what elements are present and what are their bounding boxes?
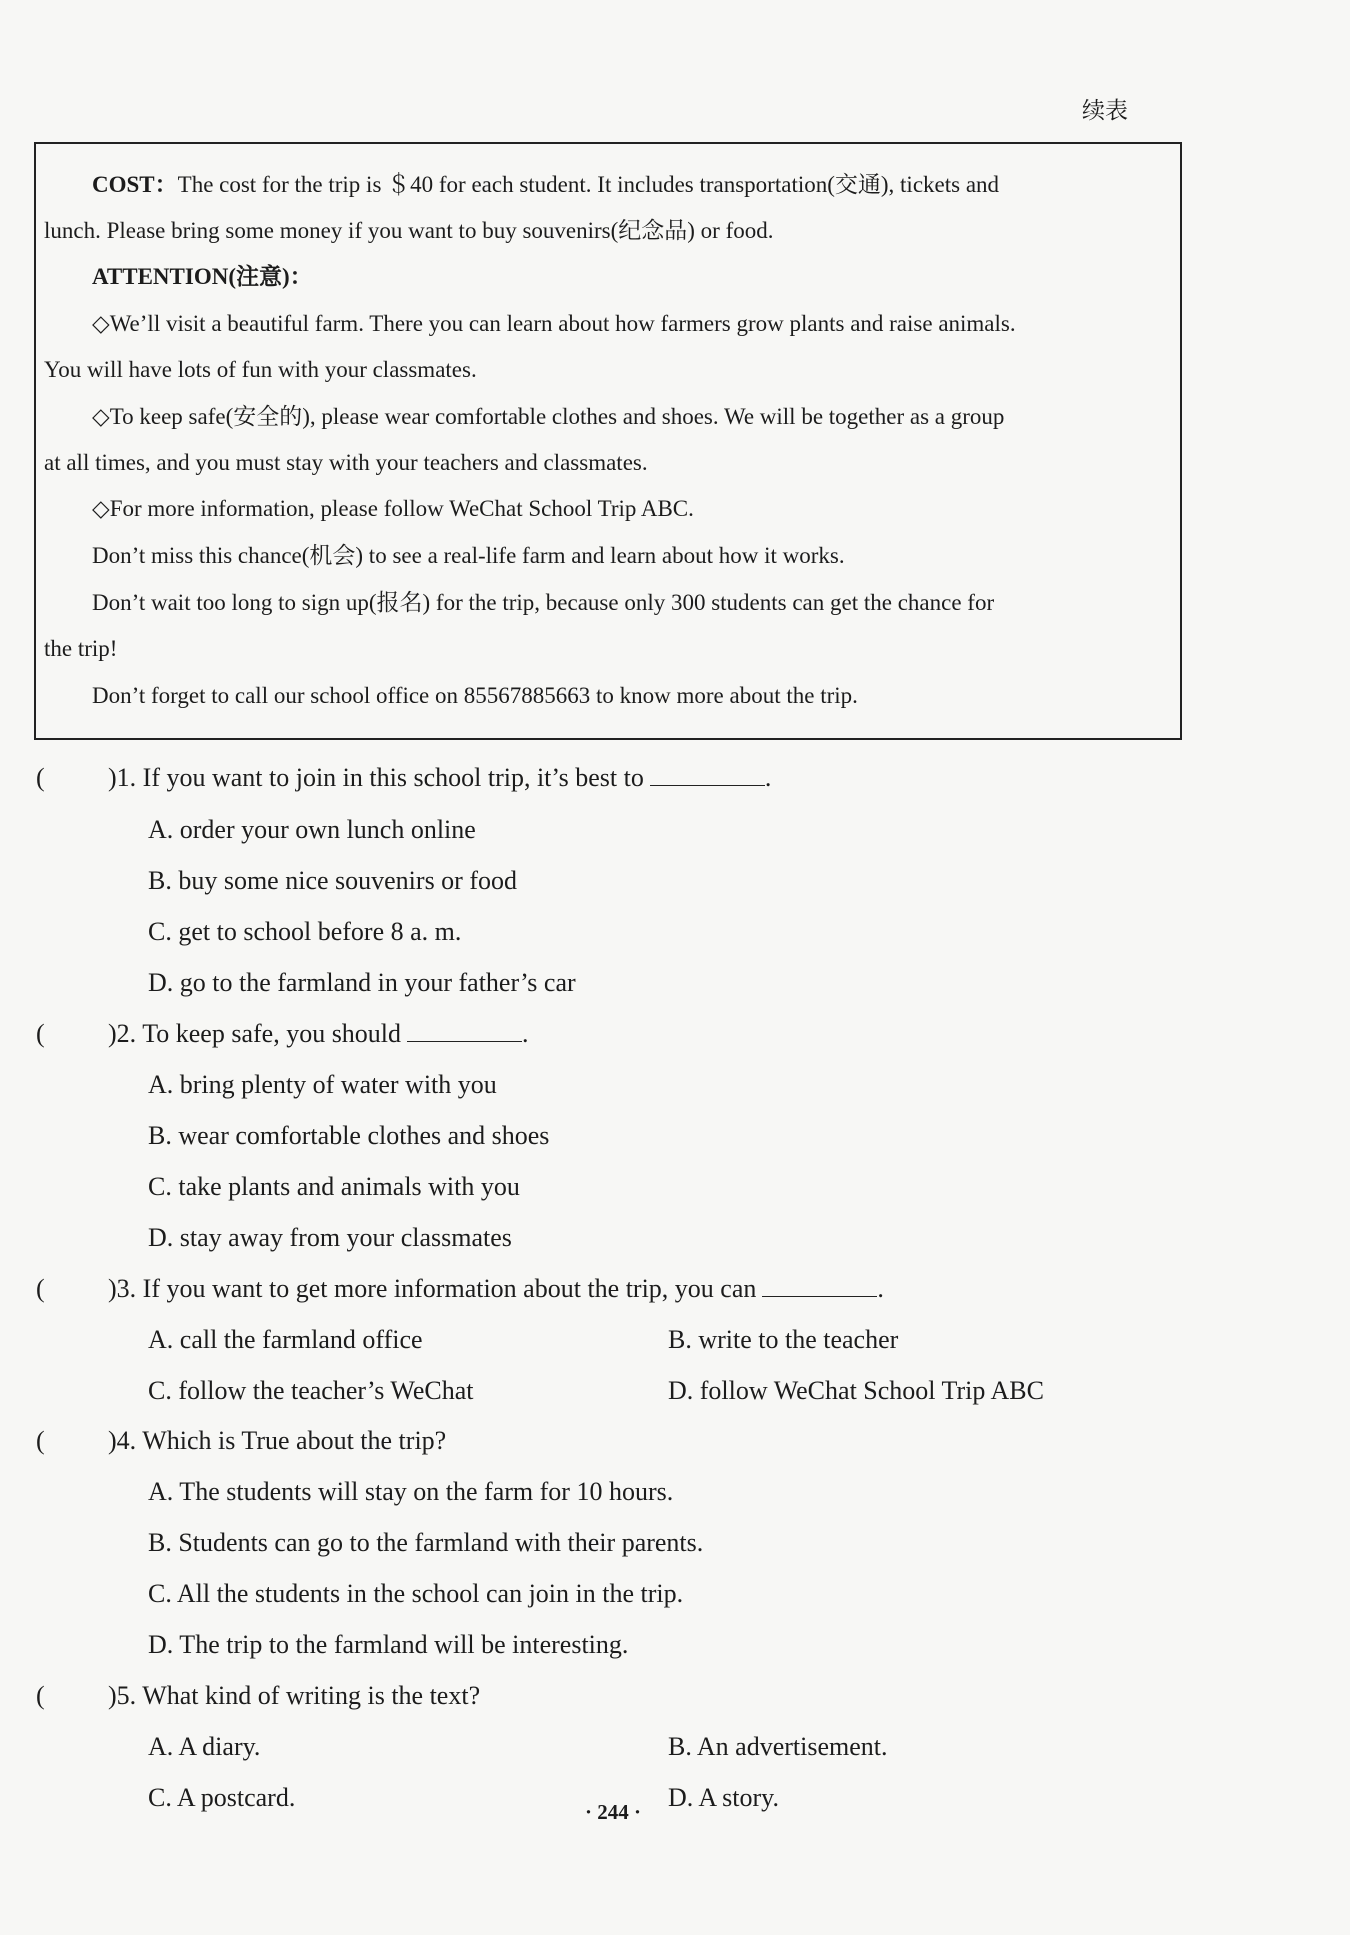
answer-paren: ( [36, 1681, 45, 1710]
option-a: A. A diary. [148, 1732, 261, 1761]
paragraph-chance: Don’t miss this chance(机会) to see a real-life farm and learn about how it works. [92, 543, 845, 568]
cost-label: COST： [92, 172, 178, 197]
option-a: A. order your own lunch online [148, 815, 476, 844]
question-text: )3. If you want to get more information about the trip, you can . [108, 1274, 884, 1303]
option-d: D. follow WeChat School Trip ABC [668, 1376, 1044, 1405]
option-b: B. An advertisement. [668, 1732, 888, 1761]
question-text: )4. Which is True about the trip? [108, 1426, 447, 1455]
paragraph-farm-line-1: ◇We’ll visit a beautiful farm. There you can learn about how farmers grow plants and raise animals. [92, 311, 1016, 336]
option-b: B. write to the teacher [668, 1325, 899, 1354]
answer-blank [650, 763, 765, 786]
paragraph-info: ◇For more information, please follow WeChat School Trip ABC. [92, 496, 694, 521]
question-text: )2. To keep safe, you should . [108, 1019, 529, 1048]
continued-label: 续表 [1082, 98, 1128, 124]
option-b: B. buy some nice souvenirs or food [148, 866, 518, 895]
trip-notice-box [34, 142, 1182, 740]
option-c: C. All the students in the school can join in the trip. [148, 1579, 684, 1608]
paragraph-signup-line-1: Don’t wait too long to sign up(报名) for the trip, because only 300 students can get the chance for [92, 590, 995, 615]
attention-label: ATTENTION(注意)： [92, 264, 313, 289]
option-c: C. take plants and animals with you [148, 1172, 520, 1201]
answer-paren: ( [36, 1019, 45, 1048]
cost-line-2: lunch. Please bring some money if you want to buy souvenirs(纪念品) or food. [44, 218, 774, 243]
option-a: A. The students will stay on the farm for 10 hours. [148, 1477, 674, 1506]
option-c: C. get to school before 8 a. m. [148, 917, 462, 946]
answer-blank [407, 1019, 522, 1042]
answer-paren: ( [36, 1426, 45, 1455]
question-text: )1. If you want to join in this school trip, it’s best to . [108, 763, 772, 792]
option-d: D. A story. [668, 1783, 779, 1812]
question-text: )5. What kind of writing is the text? [108, 1681, 481, 1710]
cost-line-1 [92, 170, 999, 200]
answer-paren: ( [36, 763, 45, 792]
option-b: B. wear comfortable clothes and shoes [148, 1121, 550, 1150]
paragraph-signup-line-2: the trip! [44, 636, 118, 661]
option-d: D. The trip to the farmland will be interesting. [148, 1630, 629, 1659]
answer-blank [762, 1274, 877, 1297]
paragraph-farm-line-2: You will have lots of fun with your classmates. [44, 357, 477, 382]
option-a: A. bring plenty of water with you [148, 1070, 497, 1099]
option-a: A. call the farmland office [148, 1325, 423, 1354]
page-number: · 244 · [585, 1800, 642, 1824]
option-d: D. stay away from your classmates [148, 1223, 512, 1252]
paragraph-safety-line-1: ◇To keep safe(安全的), please wear comfortable clothes and shoes. We will be together as a group [92, 404, 1005, 429]
option-b: B. Students can go to the farmland with their parents. [148, 1528, 704, 1557]
option-c: C. follow the teacher’s WeChat [148, 1376, 474, 1405]
answer-paren: ( [36, 1274, 45, 1303]
option-c: C. A postcard. [148, 1783, 296, 1812]
cost-text: The cost for the trip is ＄40 for each student. It includes transportation(交通), tickets and [177, 172, 1000, 197]
paragraph-safety-line-2: at all times, and you must stay with your teachers and classmates. [44, 450, 648, 475]
option-d: D. go to the farmland in your father’s car [148, 968, 576, 997]
paragraph-call-office: Don’t forget to call our school office on 85567885663 to know more about the trip. [92, 683, 858, 708]
